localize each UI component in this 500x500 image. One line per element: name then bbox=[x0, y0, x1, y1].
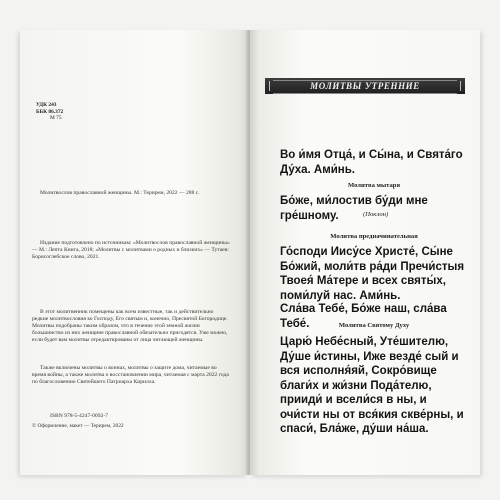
bibliographic-entry: Молитвослов православной женщины. М.: Терирем, 2022 — 288 с. bbox=[40, 190, 200, 196]
prayer-publican: Бо́же, ми́лостив бу́ди мне гре́шному. bbox=[280, 195, 428, 222]
isbn: ISBN 978-5-4247-0092-7 bbox=[50, 413, 108, 419]
prayer-invocation: Во и́мя Отца́, и Сы́на, и Свята́го Ду́ха. Ами́нь. bbox=[280, 149, 463, 176]
copyright: © Оформление, макет — Терирем, 2022 bbox=[32, 423, 124, 429]
prayer-glory: Сла́ва Тебе́, Бо́же наш, сла́ва Тебе́. bbox=[280, 303, 447, 330]
prayer-title-publican: Молитва мытаря bbox=[347, 182, 401, 189]
header-title: МОЛИТВЫ УТРЕННИЕ bbox=[310, 81, 420, 91]
udk-block bbox=[36, 102, 63, 122]
bbk-line: ББК 86.372 bbox=[36, 108, 64, 115]
annotation: В этот молитвенник помещены как всем известные, так и действительно редкие молитвословия ко Господу, Его святым и, конечно, Пресвятой Богородице. Молитвы подобраны таким образом, что в течение этой земной жизни большинство из них женщине православной обязательно пригодятся. Уже можно, если будет вам молитвы отредактированы от лица читающей женщины. bbox=[32, 309, 228, 343]
udk-line: УДК 243 bbox=[36, 102, 57, 108]
section-header bbox=[265, 78, 465, 94]
prayer-title-initial: Молитва предначинательная bbox=[330, 233, 418, 240]
left-page bbox=[20, 30, 248, 475]
source-note: Издание подготовлено по источникам: «Молитвослов православной женщины» — М.: Лепта Книга, 2018; «Молитвы с молитвами о родных и близких» — Тутаев: Борисоглебское слово, 2021. bbox=[32, 240, 230, 260]
prayer-holy-spirit: Царю́ Небе́сный, Уте́шителю, Ду́ше и́стины, Иже везде́ сый и вся исполня́яй, Сокро́вище благи́х и жи́зни Пода́телю, прииди́ и всели́ся в ны, и очи́сти ны от вся́кия скве́рны, и спаси́, Бла́же, ду́ши на́ша. bbox=[280, 336, 464, 435]
prayer-title-holy-spirit: Молитва Святому Духу bbox=[338, 322, 410, 329]
open-book bbox=[20, 30, 480, 475]
header-rule bbox=[273, 80, 457, 94]
bow-note: (Поклон) bbox=[363, 211, 389, 218]
annotation-continued: Также включены молитвы о воинах, молитвы о защите дома, читаемые во время войны, а также молитва о восстановлении мира, читаемая с марта 2022 года по благословению Святейшего Патриарха Кирилла. bbox=[32, 365, 229, 385]
prayer-initial: Го́споди Иису́се Христе́, Сы́не Бо́жий, моли́тв ра́ди Пречи́стыя Твоея́ Ма́тере и всех святы́х, поми́луй нас. Ами́нь. bbox=[280, 246, 465, 302]
author-mark: М 75 bbox=[50, 115, 62, 122]
right-page bbox=[250, 30, 480, 475]
